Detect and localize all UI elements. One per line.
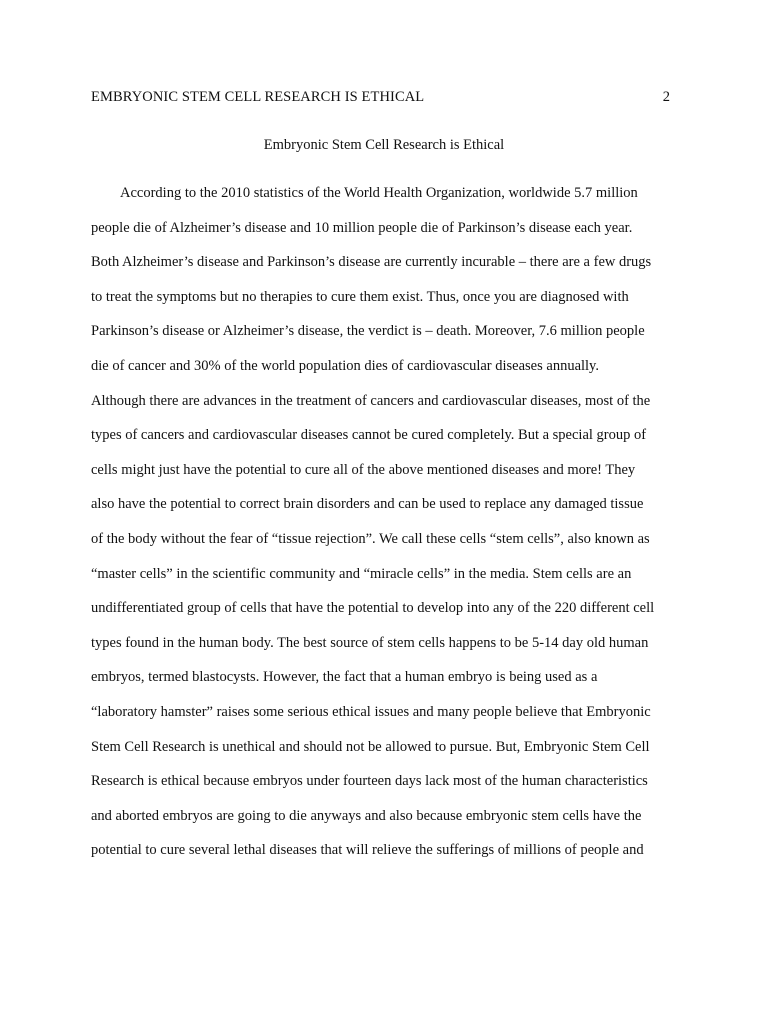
paragraph-line: cells might just have the potential to cure all of the above mentioned diseases and more! They [91, 461, 636, 478]
paragraph-line: potential to cure several lethal diseases that will relieve the sufferings of millions of people and [91, 842, 644, 859]
paragraph-line: “master cells” in the scientific community and “miracle cells” in the media. Stem cells are an [91, 565, 632, 582]
paragraph-line: people die of Alzheimer’s disease and 10 million people die of Parkinson’s disease each year. [91, 219, 633, 236]
paragraph-line: According to the 2010 statistics of the World Health Organization, worldwide 5.7 million [120, 185, 638, 201]
paragraph-line: to treat the symptoms but no therapies to cure them exist. Thus, once you are diagnosed with [91, 288, 629, 305]
paragraph-line: and aborted embryos are going to die anyways and also because embryonic stem cells have the [91, 807, 642, 824]
paragraph-line: die of cancer and 30% of the world population dies of cardiovascular diseases annually. [91, 357, 599, 374]
paragraph-line: Parkinson’s disease or Alzheimer’s disease, the verdict is – death. Moreover, 7.6 million people [91, 323, 645, 340]
paragraph-line: types found in the human body. The best source of stem cells happens to be 5-14 day old human [91, 634, 649, 651]
paragraph-line: “laboratory hamster” raises some serious ethical issues and many people believe that Embryonic [91, 703, 651, 720]
paragraph-line: undifferentiated group of cells that have the potential to develop into any of the 220 different cell [91, 600, 655, 617]
body-paragraph [91, 181, 681, 873]
paragraph-line: Both Alzheimer’s disease and Parkinson’s disease are currently incurable – there are a few drugs [91, 254, 652, 271]
paragraph-line: Research is ethical because embryos under fourteen days lack most of the human characteristics [91, 773, 648, 790]
document-title: Embryonic Stem Cell Research is Ethical [263, 137, 505, 153]
paragraph-line: Stem Cell Research is unethical and should not be allowed to pursue. But, Embryonic Stem Cell [91, 738, 650, 755]
paragraph-line: Although there are advances in the treatment of cancers and cardiovascular diseases, most of the [91, 392, 651, 409]
paragraph-line: of the body without the fear of “tissue rejection”. We call these cells “stem cells”, also known as [91, 530, 650, 547]
paragraph-line: also have the potential to correct brain disorders and can be used to replace any damaged tissue [91, 496, 644, 513]
running-head: EMBRYONIC STEM CELL RESEARCH IS ETHICAL [91, 89, 425, 105]
paragraph-line: types of cancers and cardiovascular diseases cannot be cured completely. But a special group of [91, 427, 647, 444]
page-number: 2 [662, 89, 670, 105]
paragraph-line: embryos, termed blastocysts. However, the fact that a human embryo is being used as a [91, 669, 598, 686]
